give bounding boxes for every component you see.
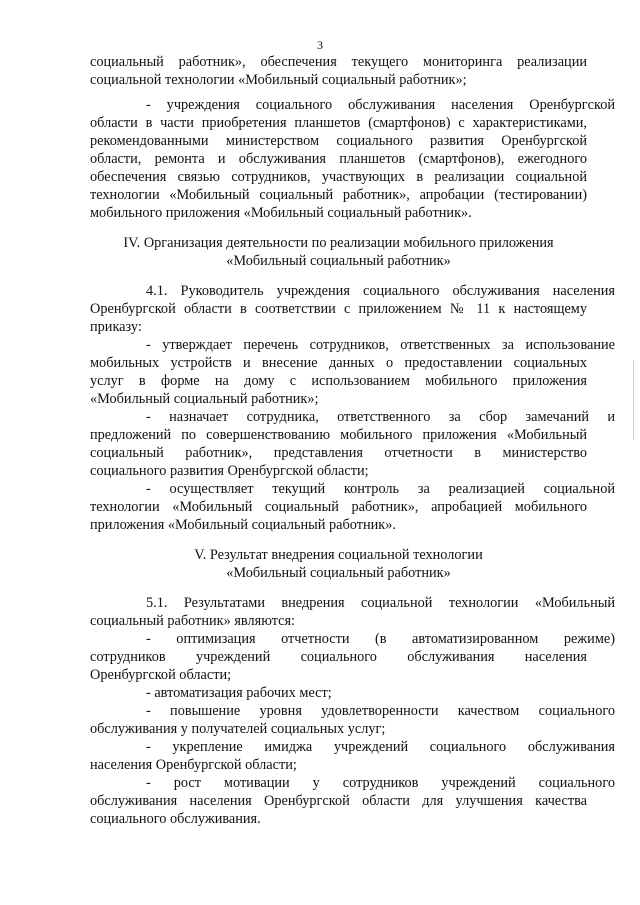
text-line: мобильного приложения «Мобильный социальный работник».	[90, 205, 472, 221]
text-line: социальный работник», обеспечения текущего мониторинга реализации	[90, 54, 587, 70]
text-line: - утверждает перечень сотрудников, ответственных за использование	[146, 337, 615, 353]
text-line: Оренбургской области в соответствии с приложением № 11 к настоящему	[90, 301, 587, 317]
text-line: социального развития Оренбургской области;	[90, 463, 369, 479]
section-heading: IV. Организация деятельности по реализации мобильного приложения	[123, 235, 554, 251]
text-line: приложения «Мобильный социальный работник».	[90, 517, 396, 533]
text-line: обеспечения связью сотрудников, участвующих в реализации социальной	[90, 169, 587, 185]
text-line: рекомендованными министерством социального развития Оренбургской	[90, 133, 587, 149]
scan-edge-mark	[633, 360, 634, 440]
section-heading: «Мобильный социальный работник»	[226, 565, 451, 581]
text-line: - автоматизация рабочих мест;	[146, 685, 332, 701]
text-line: обслуживания у получателей социальных услуг;	[90, 721, 386, 737]
text-line: области, ремонта и обслуживания планшетов (смартфонов), ежегодного	[90, 151, 587, 167]
text-line: - рост мотивации у сотрудников учреждений социального	[146, 775, 615, 791]
text-line: - повышение уровня удовлетворенности качеством социального	[146, 703, 615, 719]
text-line: Оренбургской области;	[90, 667, 232, 683]
text-line: обслуживания населения Оренбургской области для улучшения качества	[90, 793, 587, 809]
text-line: социальный работник» являются:	[90, 613, 296, 629]
text-line: области в части приобретения планшетов (смартфонов) с характеристиками,	[90, 115, 587, 131]
text-line: технологии «Мобильный социальный работник», апробации (тестировании)	[90, 187, 587, 203]
section-heading: V. Результат внедрения социальной технологии	[194, 547, 483, 563]
text-line: 4.1. Руководитель учреждения социального обслуживания населения	[146, 283, 615, 299]
text-line: приказу:	[90, 319, 142, 335]
page-number: 3	[317, 38, 323, 52]
text-line: - оптимизация отчетности (в автоматизированном режиме)	[146, 631, 615, 647]
text-line: - назначает сотрудника, ответственного за сбор замечаний и	[146, 409, 615, 425]
text-line: населения Оренбургской области;	[90, 757, 297, 773]
text-line: - осуществляет текущий контроль за реализацией социальной	[146, 481, 615, 497]
text-line: сотрудников учреждений социального обслуживания населения	[90, 649, 587, 665]
text-line: - учреждения социального обслуживания населения Оренбургской	[146, 97, 615, 113]
text-line: «Мобильный социальный работник»;	[90, 391, 319, 407]
text-line: технологии «Мобильный социальный работник», апробацией мобильного	[90, 499, 587, 515]
section-heading: «Мобильный социальный работник»	[226, 253, 451, 269]
text-line: 5.1. Результатами внедрения социальной технологии «Мобильный	[146, 595, 615, 611]
text-line: - укрепление имиджа учреждений социального обслуживания	[146, 739, 615, 755]
text-line: услуг в форме на дому с использованием мобильного приложения	[90, 373, 587, 389]
text-line: социальной технологии «Мобильный социальный работник»;	[90, 72, 467, 88]
text-line: предложений по совершенствованию мобильного приложения «Мобильный	[90, 427, 587, 443]
text-line: социальный работник», представления отчетности в министерство	[90, 445, 587, 461]
text-line: социального обслуживания.	[90, 811, 261, 827]
text-line: мобильных устройств и внесение данных о предоставлении социальных	[90, 355, 587, 371]
